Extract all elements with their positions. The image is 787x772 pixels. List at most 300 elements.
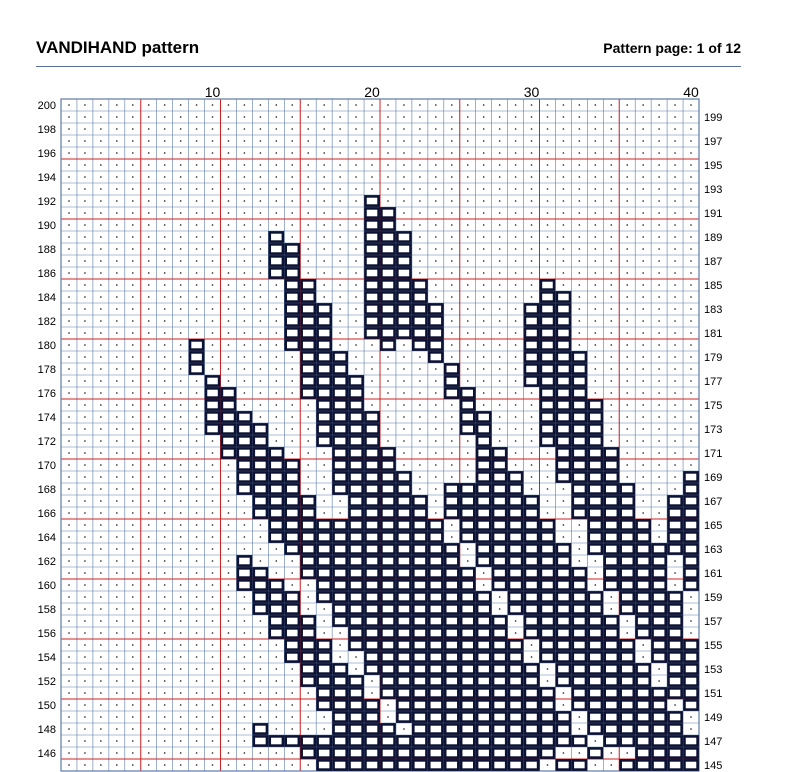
cell-dot bbox=[164, 728, 165, 729]
cell-dot bbox=[658, 152, 659, 153]
stitch-cell bbox=[429, 712, 442, 721]
cell-dot bbox=[627, 236, 628, 237]
cell-dot bbox=[355, 356, 356, 357]
stitch-cell bbox=[429, 556, 442, 565]
cell-dot bbox=[515, 140, 516, 141]
cell-dot bbox=[196, 152, 197, 153]
cell-dot bbox=[435, 368, 436, 369]
stitch-cell bbox=[318, 664, 331, 673]
cell-dot bbox=[308, 416, 309, 417]
cell-dot bbox=[196, 200, 197, 201]
cell-dot bbox=[547, 116, 548, 117]
stitch-cell bbox=[397, 604, 410, 613]
cell-dot bbox=[658, 440, 659, 441]
grid-lines bbox=[61, 99, 699, 771]
cell-dot bbox=[674, 404, 675, 405]
stitch-cell bbox=[334, 460, 347, 469]
cell-dot bbox=[451, 524, 452, 525]
cell-dot bbox=[499, 284, 500, 285]
cell-dot bbox=[180, 404, 181, 405]
cell-dot bbox=[228, 332, 229, 333]
row-label-left: 164 bbox=[37, 532, 56, 544]
stitch-cell bbox=[286, 532, 299, 541]
cell-dot bbox=[84, 152, 85, 153]
cell-dot bbox=[563, 236, 564, 237]
cell-dot bbox=[627, 260, 628, 261]
cell-dot bbox=[212, 632, 213, 633]
stitch-cell bbox=[302, 568, 315, 577]
cell-dot bbox=[323, 224, 324, 225]
cell-dot bbox=[276, 728, 277, 729]
cell-dot bbox=[180, 212, 181, 213]
cell-dot bbox=[658, 416, 659, 417]
stitch-cell bbox=[461, 724, 474, 733]
cell-dot bbox=[595, 212, 596, 213]
cell-dot bbox=[100, 464, 101, 465]
stitch-cell bbox=[589, 640, 602, 649]
stitch-cell bbox=[270, 592, 283, 601]
stitch-cell bbox=[621, 496, 634, 505]
cell-dot bbox=[68, 692, 69, 693]
cell-dot bbox=[148, 740, 149, 741]
cell-dot bbox=[483, 284, 484, 285]
cell-dot bbox=[292, 584, 293, 585]
cell-dot bbox=[674, 140, 675, 141]
cell-dot bbox=[148, 320, 149, 321]
cell-dot bbox=[148, 608, 149, 609]
cell-dot bbox=[419, 212, 420, 213]
stitch-cell bbox=[381, 688, 394, 697]
stitch-cell bbox=[350, 472, 363, 481]
stitch-cell bbox=[684, 736, 697, 745]
cell-dot bbox=[180, 632, 181, 633]
cell-dot bbox=[642, 284, 643, 285]
cell-dot bbox=[244, 608, 245, 609]
cell-dot bbox=[244, 260, 245, 261]
stitch-cell bbox=[493, 448, 506, 457]
cell-dot bbox=[595, 356, 596, 357]
stitch-cell bbox=[302, 364, 315, 373]
stitch-cell bbox=[621, 700, 634, 709]
stitch-cell bbox=[653, 640, 666, 649]
stitch-cell bbox=[573, 436, 586, 445]
stitch-cell bbox=[525, 520, 538, 529]
stitch-cell bbox=[541, 280, 554, 289]
stitch-cell bbox=[365, 448, 378, 457]
stitch-cell bbox=[477, 460, 490, 469]
cell-dot bbox=[212, 272, 213, 273]
cell-dot bbox=[467, 344, 468, 345]
cell-dot bbox=[244, 344, 245, 345]
cell-dot bbox=[674, 380, 675, 381]
cell-dot bbox=[611, 344, 612, 345]
cell-dot bbox=[355, 260, 356, 261]
row-label-right: 199 bbox=[704, 112, 723, 124]
cell-dot bbox=[308, 488, 309, 489]
cell-dot bbox=[547, 764, 548, 765]
cell-dot bbox=[100, 272, 101, 273]
cell-dot bbox=[642, 464, 643, 465]
stitch-cell bbox=[318, 520, 331, 529]
cell-dot bbox=[595, 152, 596, 153]
stitch-cell bbox=[350, 712, 363, 721]
cell-dot bbox=[515, 116, 516, 117]
cell-dot bbox=[116, 560, 117, 561]
cell-dot bbox=[292, 452, 293, 453]
cell-dot bbox=[435, 260, 436, 261]
cell-dot bbox=[100, 224, 101, 225]
cell-dot bbox=[467, 116, 468, 117]
cell-dot bbox=[642, 212, 643, 213]
cell-dot bbox=[180, 368, 181, 369]
cell-dot bbox=[68, 140, 69, 141]
cell-dot bbox=[228, 296, 229, 297]
cell-dot bbox=[276, 176, 277, 177]
cell-dot bbox=[308, 476, 309, 477]
cell-dot bbox=[164, 740, 165, 741]
cell-dot bbox=[132, 188, 133, 189]
cell-dot bbox=[260, 560, 261, 561]
cell-dot bbox=[180, 668, 181, 669]
cell-dot bbox=[611, 380, 612, 381]
cell-dot bbox=[595, 584, 596, 585]
column-label: 10 bbox=[204, 84, 221, 100]
stitch-cell bbox=[493, 736, 506, 745]
cell-dot bbox=[595, 296, 596, 297]
stitch-cell bbox=[350, 544, 363, 553]
cell-dot bbox=[387, 380, 388, 381]
stitch-cell bbox=[557, 304, 570, 313]
stitch-cell bbox=[573, 460, 586, 469]
cell-dot bbox=[84, 260, 85, 261]
stitch-cell bbox=[254, 496, 267, 505]
cell-dot bbox=[196, 332, 197, 333]
stitch-cell bbox=[350, 508, 363, 517]
cell-dot bbox=[690, 212, 691, 213]
stitch-cell bbox=[413, 736, 426, 745]
cell-dot bbox=[690, 440, 691, 441]
cell-dot bbox=[451, 128, 452, 129]
cell-dot bbox=[228, 224, 229, 225]
cell-dot bbox=[531, 164, 532, 165]
cell-dot bbox=[690, 188, 691, 189]
cell-dot bbox=[627, 440, 628, 441]
cell-dot bbox=[196, 632, 197, 633]
stitch-cell bbox=[365, 436, 378, 445]
cell-dot bbox=[260, 404, 261, 405]
cell-dot bbox=[132, 224, 133, 225]
cell-dot bbox=[451, 200, 452, 201]
cell-dot bbox=[84, 512, 85, 513]
cell-dot bbox=[180, 608, 181, 609]
cell-dot bbox=[260, 680, 261, 681]
cell-dot bbox=[164, 692, 165, 693]
cell-dot bbox=[483, 152, 484, 153]
cell-dot bbox=[467, 284, 468, 285]
stitch-cell bbox=[605, 664, 618, 673]
cell-dot bbox=[547, 104, 548, 105]
row-label-right: 149 bbox=[704, 712, 723, 724]
cell-dot bbox=[68, 356, 69, 357]
row-label-left: 184 bbox=[37, 292, 56, 304]
cell-dot bbox=[132, 596, 133, 597]
cell-dot bbox=[228, 476, 229, 477]
stitch-cell bbox=[653, 628, 666, 637]
cell-dot bbox=[642, 200, 643, 201]
cell-dot bbox=[627, 452, 628, 453]
stitch-cell bbox=[381, 640, 394, 649]
stitch-cell bbox=[525, 544, 538, 553]
cell-dot bbox=[212, 320, 213, 321]
cell-dot bbox=[579, 200, 580, 201]
row-label-left: 156 bbox=[37, 628, 56, 640]
cell-dot bbox=[180, 320, 181, 321]
cell-dot bbox=[244, 200, 245, 201]
cell-dot bbox=[228, 644, 229, 645]
cell-dot bbox=[260, 548, 261, 549]
stitch-cell bbox=[589, 412, 602, 421]
stitch-cell bbox=[270, 628, 283, 637]
cell-dot bbox=[260, 104, 261, 105]
cell-dot bbox=[658, 344, 659, 345]
cell-dot bbox=[100, 404, 101, 405]
cell-dot bbox=[531, 452, 532, 453]
cell-dot bbox=[483, 248, 484, 249]
cell-dot bbox=[68, 404, 69, 405]
stitch-cell bbox=[381, 592, 394, 601]
cell-dot bbox=[611, 236, 612, 237]
cell-dot bbox=[84, 128, 85, 129]
cell-dot bbox=[611, 272, 612, 273]
cell-dot bbox=[403, 104, 404, 105]
cell-dot bbox=[435, 188, 436, 189]
cell-dot bbox=[642, 164, 643, 165]
cell-dot bbox=[483, 224, 484, 225]
stitch-cell bbox=[270, 244, 283, 253]
stitch-cell bbox=[429, 748, 442, 757]
cell-dot bbox=[658, 128, 659, 129]
cell-dot bbox=[196, 464, 197, 465]
cell-dot bbox=[547, 500, 548, 501]
stitch-cell bbox=[573, 640, 586, 649]
cell-dot bbox=[132, 512, 133, 513]
stitch-cell bbox=[509, 592, 522, 601]
cell-dot bbox=[292, 692, 293, 693]
cell-dot bbox=[611, 128, 612, 129]
cell-dot bbox=[419, 404, 420, 405]
stitch-cell bbox=[557, 424, 570, 433]
cell-dot bbox=[84, 296, 85, 297]
stitch-cell bbox=[206, 412, 219, 421]
stitch-cell bbox=[413, 592, 426, 601]
stitch-cell bbox=[429, 664, 442, 673]
cell-dot bbox=[180, 440, 181, 441]
cell-dot bbox=[132, 164, 133, 165]
stitch-cell bbox=[302, 544, 315, 553]
cell-dot bbox=[260, 284, 261, 285]
cell-dot bbox=[196, 500, 197, 501]
cell-dot bbox=[132, 632, 133, 633]
stitch-cell bbox=[653, 544, 666, 553]
cell-dot bbox=[132, 572, 133, 573]
cell-dot bbox=[579, 332, 580, 333]
cell-dot bbox=[212, 692, 213, 693]
stitch-cell bbox=[684, 484, 697, 493]
cell-dot bbox=[84, 140, 85, 141]
cell-dot bbox=[84, 368, 85, 369]
cell-dot bbox=[387, 200, 388, 201]
cell-dot bbox=[212, 188, 213, 189]
cell-dot bbox=[260, 692, 261, 693]
stitch-cell bbox=[365, 712, 378, 721]
stitch-cell bbox=[684, 496, 697, 505]
cell-dot bbox=[84, 176, 85, 177]
cell-dot bbox=[642, 176, 643, 177]
cell-dot bbox=[642, 260, 643, 261]
stitch-cell bbox=[318, 364, 331, 373]
stitch-cell bbox=[318, 316, 331, 325]
stitch-cell bbox=[589, 748, 602, 757]
cell-dot bbox=[371, 680, 372, 681]
cell-dot bbox=[595, 332, 596, 333]
cell-dot bbox=[435, 452, 436, 453]
cell-dot bbox=[547, 680, 548, 681]
cell-dot bbox=[196, 668, 197, 669]
cell-dot bbox=[308, 464, 309, 465]
stitch-cell bbox=[589, 676, 602, 685]
stitch-cell bbox=[381, 760, 394, 769]
cell-dot bbox=[579, 140, 580, 141]
stitch-cell bbox=[286, 640, 299, 649]
cell-dot bbox=[467, 320, 468, 321]
cell-dot bbox=[68, 680, 69, 681]
stitch-cell bbox=[557, 352, 570, 361]
stitch-cell bbox=[286, 328, 299, 337]
cell-dot bbox=[515, 632, 516, 633]
stitch-cell bbox=[254, 424, 267, 433]
cell-dot bbox=[228, 200, 229, 201]
cell-dot bbox=[579, 212, 580, 213]
stitch-cell bbox=[397, 628, 410, 637]
stitch-cell bbox=[509, 544, 522, 553]
cell-dot bbox=[483, 344, 484, 345]
stitch-cell bbox=[334, 448, 347, 457]
cell-dot bbox=[467, 272, 468, 273]
cell-dot bbox=[547, 212, 548, 213]
cell-dot bbox=[68, 536, 69, 537]
stitch-cell bbox=[254, 568, 267, 577]
cell-dot bbox=[467, 296, 468, 297]
cell-dot bbox=[579, 308, 580, 309]
cell-dot bbox=[68, 500, 69, 501]
stitch-cell bbox=[669, 532, 682, 541]
cell-dot bbox=[467, 368, 468, 369]
cell-dot bbox=[196, 740, 197, 741]
cell-dot bbox=[68, 332, 69, 333]
stitch-cell bbox=[302, 736, 315, 745]
cell-dot bbox=[212, 308, 213, 309]
cell-dot bbox=[260, 344, 261, 345]
stitch-cell bbox=[445, 664, 458, 673]
cell-dot bbox=[292, 236, 293, 237]
cell-dot bbox=[547, 224, 548, 225]
cell-dot bbox=[467, 176, 468, 177]
cell-dot bbox=[642, 644, 643, 645]
cell-dot bbox=[642, 116, 643, 117]
cell-dot bbox=[292, 716, 293, 717]
cell-dot bbox=[68, 560, 69, 561]
stitch-cell bbox=[429, 688, 442, 697]
cell-dot bbox=[579, 284, 580, 285]
cell-dot bbox=[579, 116, 580, 117]
cell-dot bbox=[164, 656, 165, 657]
cell-dot bbox=[419, 488, 420, 489]
stitch-cell bbox=[573, 664, 586, 673]
row-label-left: 158 bbox=[37, 604, 56, 616]
cell-dot bbox=[451, 140, 452, 141]
cell-dot bbox=[387, 116, 388, 117]
stitch-cell bbox=[334, 580, 347, 589]
stitch-cell bbox=[350, 760, 363, 769]
cell-dot bbox=[435, 224, 436, 225]
cell-dot bbox=[419, 236, 420, 237]
cell-dot bbox=[164, 236, 165, 237]
stitch-cell bbox=[334, 736, 347, 745]
stitch-cell bbox=[653, 556, 666, 565]
cell-dot bbox=[467, 560, 468, 561]
row-label-left: 146 bbox=[37, 748, 56, 760]
cell-dot bbox=[196, 416, 197, 417]
stitch-cell bbox=[286, 316, 299, 325]
cell-dot bbox=[260, 212, 261, 213]
cell-dot bbox=[84, 452, 85, 453]
cell-dot bbox=[260, 524, 261, 525]
stitch-cell bbox=[365, 472, 378, 481]
stitch-cell bbox=[429, 724, 442, 733]
cell-dot bbox=[467, 164, 468, 165]
cell-dot bbox=[292, 212, 293, 213]
cell-dot bbox=[451, 224, 452, 225]
stitch-cell bbox=[493, 688, 506, 697]
cell-dot bbox=[84, 644, 85, 645]
cell-dot bbox=[531, 656, 532, 657]
cell-dot bbox=[627, 404, 628, 405]
cell-dot bbox=[228, 236, 229, 237]
row-label-left: 178 bbox=[37, 364, 56, 376]
stitch-cell bbox=[365, 232, 378, 241]
stitch-cell bbox=[334, 664, 347, 673]
cell-dot bbox=[451, 116, 452, 117]
stitch-cell bbox=[493, 700, 506, 709]
cell-dot bbox=[674, 572, 675, 573]
stitch-cell bbox=[541, 592, 554, 601]
cell-dot bbox=[164, 596, 165, 597]
cell-dot bbox=[658, 284, 659, 285]
cell-dot bbox=[164, 416, 165, 417]
cell-dot bbox=[690, 128, 691, 129]
stitch-cell bbox=[413, 712, 426, 721]
cell-dot bbox=[355, 152, 356, 153]
cell-dot bbox=[595, 392, 596, 393]
cell-dot bbox=[148, 248, 149, 249]
cell-dot bbox=[642, 416, 643, 417]
cell-dot bbox=[547, 272, 548, 273]
stitch-cell bbox=[684, 472, 697, 481]
cell-dot bbox=[212, 332, 213, 333]
cell-dot bbox=[339, 128, 340, 129]
cell-dot bbox=[627, 332, 628, 333]
stitch-cell bbox=[397, 472, 410, 481]
